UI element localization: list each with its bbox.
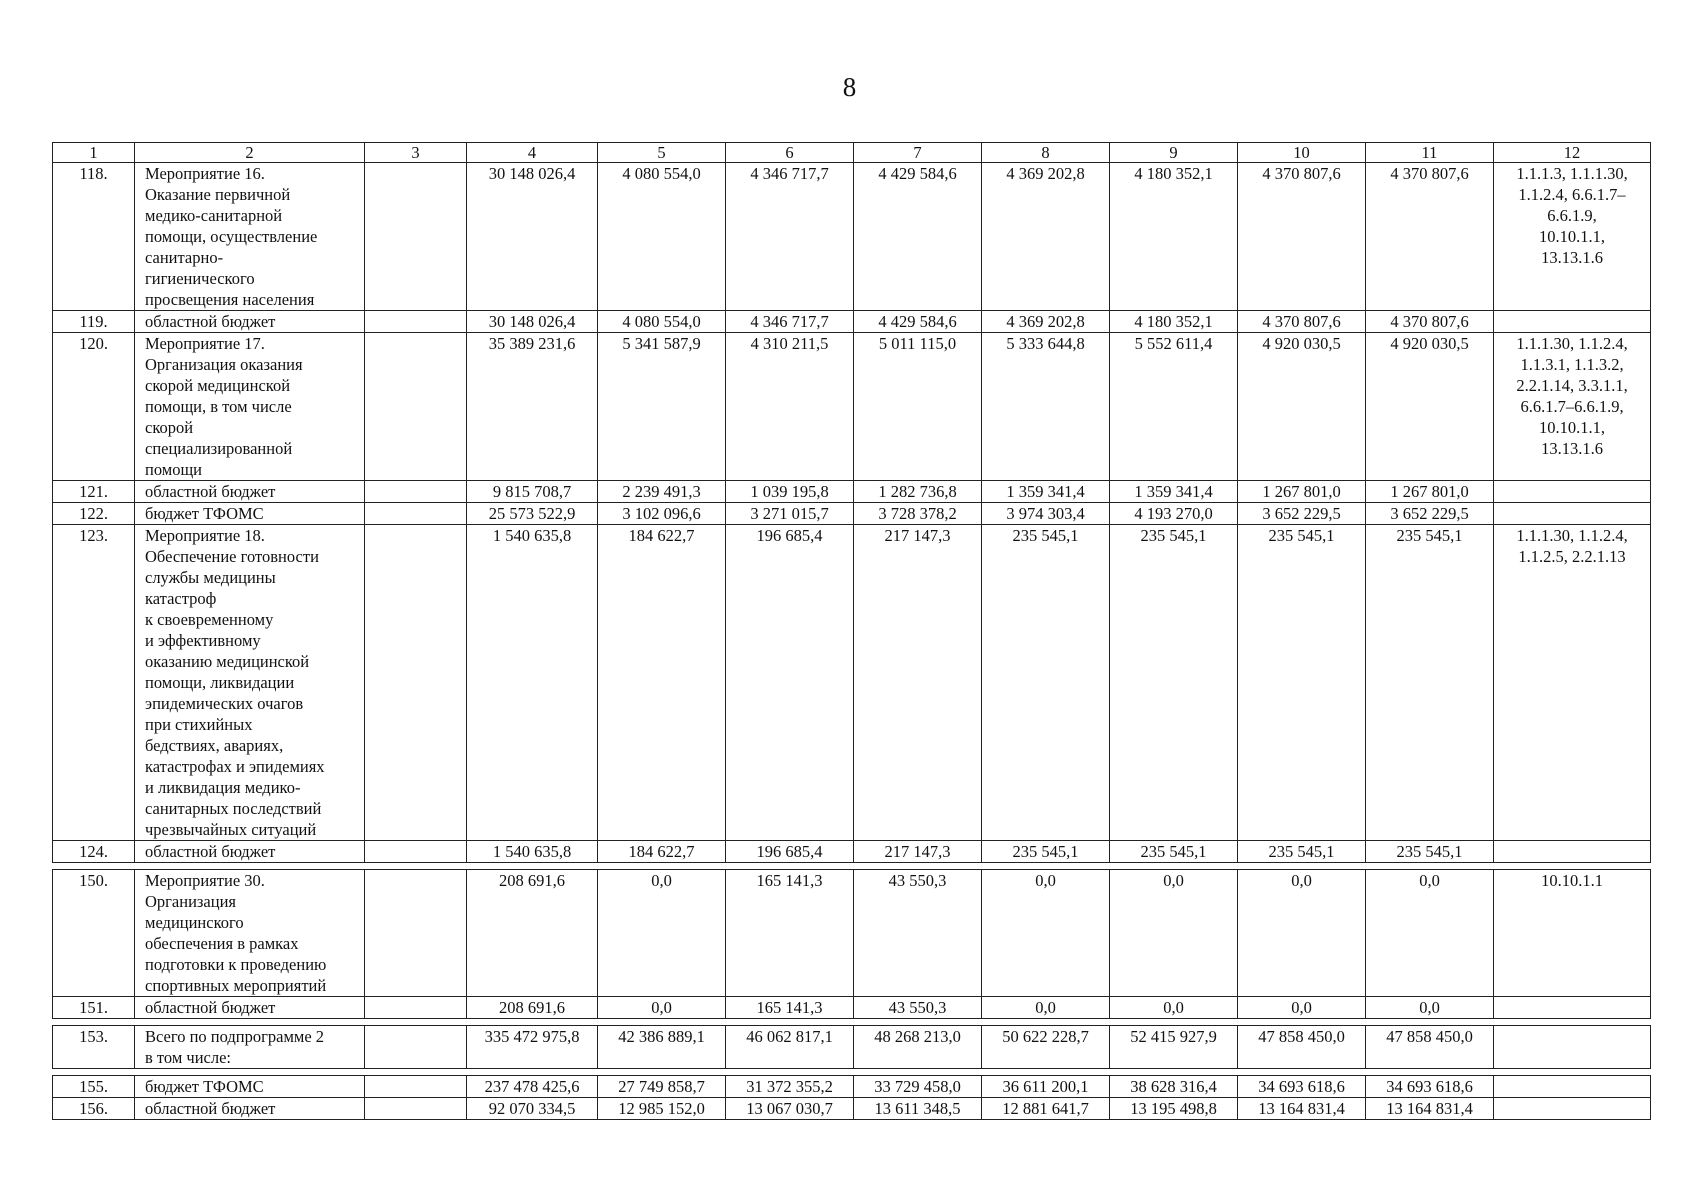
value-cell: 4 080 554,0: [598, 163, 726, 311]
value-cell: 237 478 425,6: [467, 1076, 598, 1098]
row-name: областной бюджет: [135, 841, 365, 863]
row-reference: [1494, 1026, 1651, 1069]
value-cell: 335 472 975,8: [467, 1026, 598, 1069]
value-cell: 92 070 334,5: [467, 1098, 598, 1120]
value-cell: 34 693 618,6: [1238, 1076, 1366, 1098]
row-name: бюджет ТФОМС: [135, 503, 365, 525]
value-cell: 184 622,7: [598, 841, 726, 863]
value-cell: 13 195 498,8: [1110, 1098, 1238, 1120]
value-cell: 4 346 717,7: [726, 163, 854, 311]
table-row: [53, 1026, 1651, 1069]
row-number: 120.: [53, 333, 135, 481]
value-cell: 4 370 807,6: [1238, 311, 1366, 333]
header-cell: 3: [365, 143, 467, 163]
value-cell: 4 429 584,6: [854, 163, 982, 311]
value-cell: 35 389 231,6: [467, 333, 598, 481]
table-row: [53, 503, 1651, 525]
value-cell: 0,0: [598, 870, 726, 997]
value-cell: 235 545,1: [1110, 841, 1238, 863]
value-cell: 5 011 115,0: [854, 333, 982, 481]
value-cell: 3 652 229,5: [1366, 503, 1494, 525]
row-gap: [53, 863, 1651, 870]
value-cell: 235 545,1: [1366, 841, 1494, 863]
value-cell: 165 141,3: [726, 870, 854, 997]
value-cell: 184 622,7: [598, 525, 726, 841]
value-cell: 196 685,4: [726, 525, 854, 841]
value-cell: 48 268 213,0: [854, 1026, 982, 1069]
row-reference: [1494, 1098, 1651, 1120]
value-cell: 33 729 458,0: [854, 1076, 982, 1098]
value-cell: 9 815 708,7: [467, 481, 598, 503]
value-cell: 47 858 450,0: [1366, 1026, 1494, 1069]
value-cell: 235 545,1: [982, 841, 1110, 863]
value-cell: 30 148 026,4: [467, 311, 598, 333]
row-col3: [365, 870, 467, 997]
row-col3: [365, 311, 467, 333]
header-cell: 7: [854, 143, 982, 163]
row-name: бюджет ТФОМС: [135, 1076, 365, 1098]
row-reference: 1.1.1.30, 1.1.2.4, 1.1.3.1, 1.1.3.2, 2.2.1.14, 3.3.1.1, 6.6.1.7–6.6.1.9, 10.10.1.1, 13.13.1.6: [1494, 333, 1651, 481]
value-cell: 1 359 341,4: [982, 481, 1110, 503]
table-row: [53, 163, 1651, 311]
row-gap: [53, 1069, 1651, 1076]
row-name: областной бюджет: [135, 997, 365, 1019]
row-reference: [1494, 841, 1651, 863]
row-name: областной бюджет: [135, 481, 365, 503]
row-reference: 1.1.1.3, 1.1.1.30, 1.1.2.4, 6.6.1.7– 6.6.1.9, 10.10.1.1, 13.13.1.6: [1494, 163, 1651, 311]
value-cell: 4 346 717,7: [726, 311, 854, 333]
value-cell: 0,0: [1110, 870, 1238, 997]
value-cell: 1 540 635,8: [467, 525, 598, 841]
header-cell: 1: [53, 143, 135, 163]
value-cell: 4 429 584,6: [854, 311, 982, 333]
value-cell: 2 239 491,3: [598, 481, 726, 503]
value-cell: 196 685,4: [726, 841, 854, 863]
table-row: [53, 841, 1651, 863]
value-cell: 4 180 352,1: [1110, 163, 1238, 311]
table-row: [53, 333, 1651, 481]
value-cell: 50 622 228,7: [982, 1026, 1110, 1069]
value-cell: 13 067 030,7: [726, 1098, 854, 1120]
value-cell: 4 370 807,6: [1238, 163, 1366, 311]
value-cell: 47 858 450,0: [1238, 1026, 1366, 1069]
row-name: Мероприятие 17. Организация оказания скорой медицинской помощи, в том числе скорой специализированной помощи: [135, 333, 365, 481]
value-cell: 235 545,1: [982, 525, 1110, 841]
value-cell: 4 369 202,8: [982, 311, 1110, 333]
value-cell: 1 359 341,4: [1110, 481, 1238, 503]
row-reference: [1494, 997, 1651, 1019]
page-number: 8: [842, 72, 857, 102]
row-number: 119.: [53, 311, 135, 333]
value-cell: 30 148 026,4: [467, 163, 598, 311]
table-row: [53, 870, 1651, 997]
budget-table: [52, 142, 1651, 1120]
table-row: [53, 1076, 1651, 1098]
row-reference: 10.10.1.1: [1494, 870, 1651, 997]
value-cell: 3 271 015,7: [726, 503, 854, 525]
row-name: областной бюджет: [135, 1098, 365, 1120]
value-cell: 34 693 618,6: [1366, 1076, 1494, 1098]
row-number: 155.: [53, 1076, 135, 1098]
row-number: 118.: [53, 163, 135, 311]
header-cell: 5: [598, 143, 726, 163]
row-reference: [1494, 481, 1651, 503]
header-cell: 4: [467, 143, 598, 163]
row-col3: [365, 1026, 467, 1069]
value-cell: 0,0: [598, 997, 726, 1019]
value-cell: 52 415 927,9: [1110, 1026, 1238, 1069]
value-cell: 31 372 355,2: [726, 1076, 854, 1098]
value-cell: 4 193 270,0: [1110, 503, 1238, 525]
value-cell: 4 080 554,0: [598, 311, 726, 333]
row-gap: [53, 1019, 1651, 1026]
row-name: областной бюджет: [135, 311, 365, 333]
value-cell: 5 552 611,4: [1110, 333, 1238, 481]
row-col3: [365, 1098, 467, 1120]
value-cell: 43 550,3: [854, 870, 982, 997]
table-body: [53, 163, 1651, 1120]
value-cell: 4 370 807,6: [1366, 163, 1494, 311]
value-cell: 3 102 096,6: [598, 503, 726, 525]
value-cell: 0,0: [982, 997, 1110, 1019]
row-reference: [1494, 311, 1651, 333]
value-cell: 1 282 736,8: [854, 481, 982, 503]
header-cell: 10: [1238, 143, 1366, 163]
value-cell: 0,0: [1366, 997, 1494, 1019]
value-cell: 3 652 229,5: [1238, 503, 1366, 525]
row-col3: [365, 1076, 467, 1098]
value-cell: 1 039 195,8: [726, 481, 854, 503]
value-cell: 208 691,6: [467, 997, 598, 1019]
value-cell: 235 545,1: [1366, 525, 1494, 841]
value-cell: 27 749 858,7: [598, 1076, 726, 1098]
row-col3: [365, 333, 467, 481]
row-number: 156.: [53, 1098, 135, 1120]
value-cell: 13 164 831,4: [1238, 1098, 1366, 1120]
row-reference: 1.1.1.30, 1.1.2.4, 1.1.2.5, 2.2.1.13: [1494, 525, 1651, 841]
value-cell: 25 573 522,9: [467, 503, 598, 525]
value-cell: 38 628 316,4: [1110, 1076, 1238, 1098]
row-number: 124.: [53, 841, 135, 863]
row-number: 153.: [53, 1026, 135, 1069]
value-cell: 12 985 152,0: [598, 1098, 726, 1120]
value-cell: 4 310 211,5: [726, 333, 854, 481]
row-name: Всего по подпрограмме 2 в том числе:: [135, 1026, 365, 1069]
row-col3: [365, 163, 467, 311]
row-number: 151.: [53, 997, 135, 1019]
value-cell: 1 267 801,0: [1238, 481, 1366, 503]
value-cell: 4 180 352,1: [1110, 311, 1238, 333]
value-cell: 0,0: [1238, 997, 1366, 1019]
table-row: [53, 525, 1651, 841]
value-cell: 3 728 378,2: [854, 503, 982, 525]
header-cell: 12: [1494, 143, 1651, 163]
value-cell: 235 545,1: [1238, 525, 1366, 841]
value-cell: 0,0: [982, 870, 1110, 997]
header-cell: 11: [1366, 143, 1494, 163]
value-cell: 217 147,3: [854, 841, 982, 863]
header-cell: 2: [135, 143, 365, 163]
value-cell: 235 545,1: [1110, 525, 1238, 841]
value-cell: 4 920 030,5: [1366, 333, 1494, 481]
value-cell: 43 550,3: [854, 997, 982, 1019]
table-row: [53, 481, 1651, 503]
table-row: [53, 997, 1651, 1019]
table-row: [53, 1098, 1651, 1120]
row-name: Мероприятие 30. Организация медицинского обеспечения в рамках подготовки к проведению спортивных мероприятий: [135, 870, 365, 997]
value-cell: 13 164 831,4: [1366, 1098, 1494, 1120]
value-cell: 217 147,3: [854, 525, 982, 841]
value-cell: 3 974 303,4: [982, 503, 1110, 525]
value-cell: 1 267 801,0: [1366, 481, 1494, 503]
value-cell: 42 386 889,1: [598, 1026, 726, 1069]
value-cell: 0,0: [1238, 870, 1366, 997]
row-number: 122.: [53, 503, 135, 525]
value-cell: 4 370 807,6: [1366, 311, 1494, 333]
row-number: 123.: [53, 525, 135, 841]
value-cell: 1 540 635,8: [467, 841, 598, 863]
value-cell: 165 141,3: [726, 997, 854, 1019]
value-cell: 4 369 202,8: [982, 163, 1110, 311]
row-col3: [365, 481, 467, 503]
value-cell: 0,0: [1366, 870, 1494, 997]
row-name: Мероприятие 16. Оказание первичной медико-санитарной помощи, осуществление санитарно- гигиенического просвещения населения: [135, 163, 365, 311]
value-cell: 5 341 587,9: [598, 333, 726, 481]
value-cell: 5 333 644,8: [982, 333, 1110, 481]
value-cell: 235 545,1: [1238, 841, 1366, 863]
value-cell: 208 691,6: [467, 870, 598, 997]
value-cell: 4 920 030,5: [1238, 333, 1366, 481]
row-number: 150.: [53, 870, 135, 997]
value-cell: 36 611 200,1: [982, 1076, 1110, 1098]
header-cell: 8: [982, 143, 1110, 163]
row-name: Мероприятие 18. Обеспечение готовности службы медицины катастроф к своевременному и эффективному оказанию медицинской помощи, ликвидации эпидемических очагов при стихийных бедствиях, авариях, катастрофах и эпидемиях и ликвидация медико- санитарных последствий чрезвычайных ситуаций: [135, 525, 365, 841]
header-row: [53, 143, 1651, 163]
value-cell: 13 611 348,5: [854, 1098, 982, 1120]
row-reference: [1494, 1076, 1651, 1098]
row-reference: [1494, 503, 1651, 525]
table-row: [53, 311, 1651, 333]
value-cell: 12 881 641,7: [982, 1098, 1110, 1120]
row-col3: [365, 841, 467, 863]
value-cell: 46 062 817,1: [726, 1026, 854, 1069]
row-col3: [365, 525, 467, 841]
row-number: 121.: [53, 481, 135, 503]
value-cell: 0,0: [1110, 997, 1238, 1019]
header-cell: 9: [1110, 143, 1238, 163]
row-col3: [365, 503, 467, 525]
header-cell: 6: [726, 143, 854, 163]
row-col3: [365, 997, 467, 1019]
